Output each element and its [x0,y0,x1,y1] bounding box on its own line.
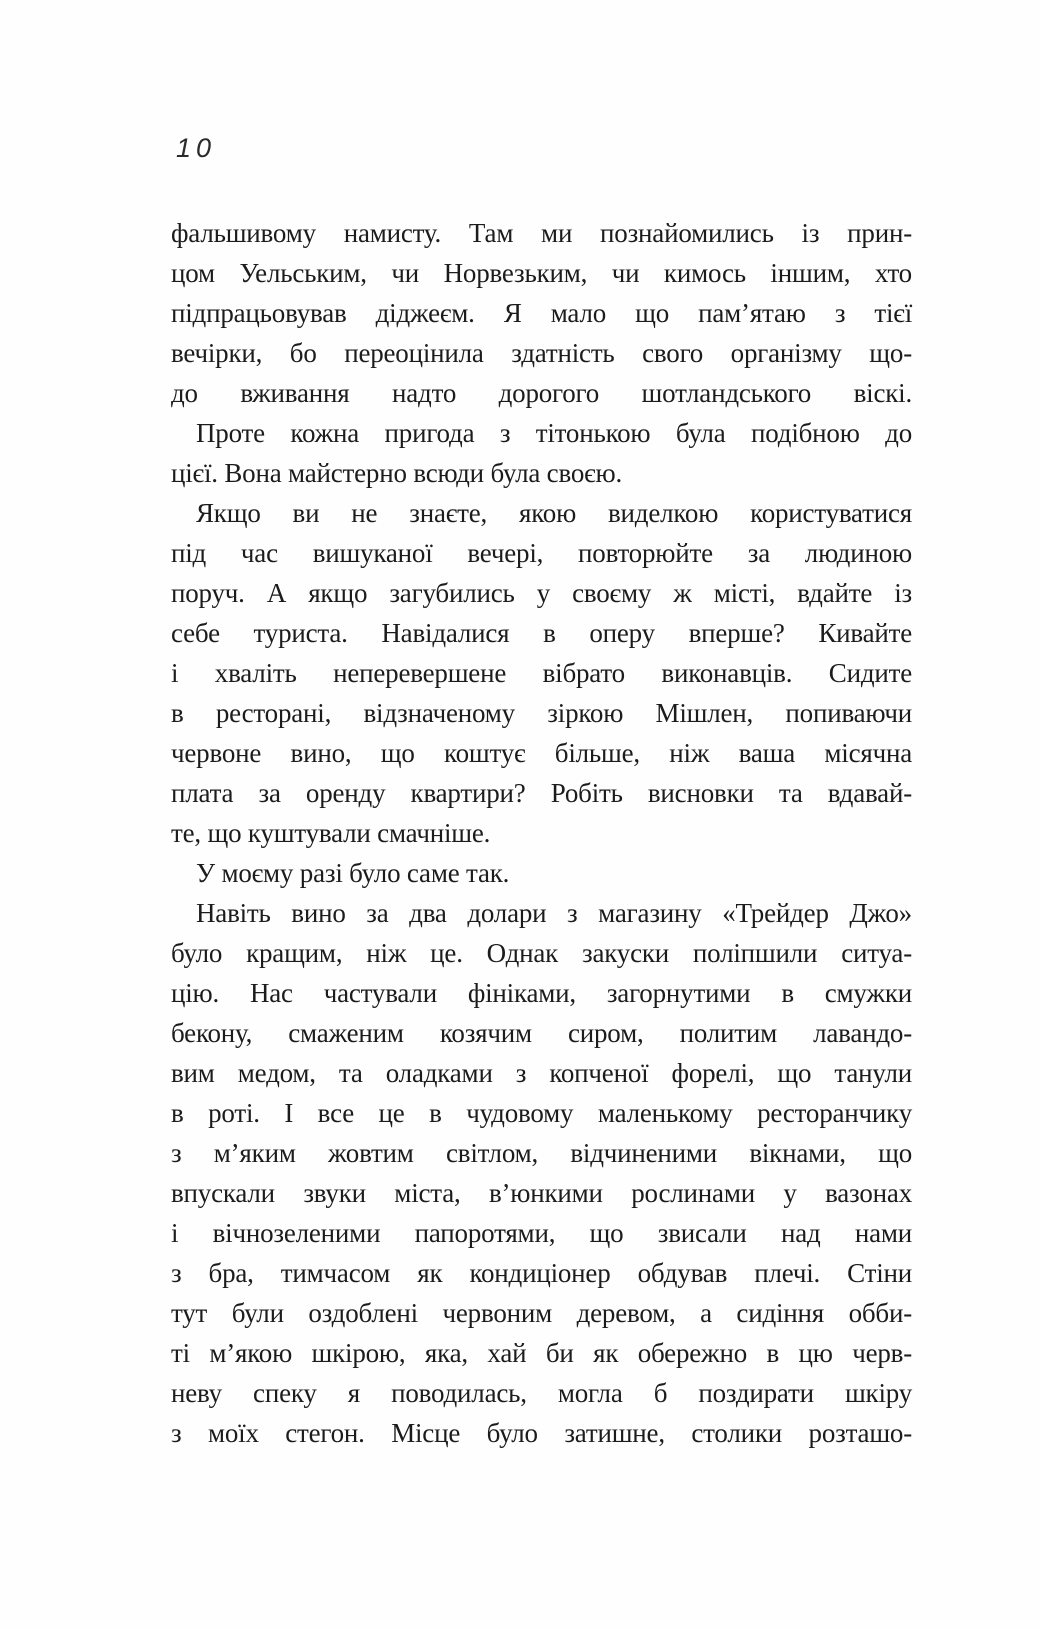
text-line: тут були оздоблені червоним деревом, а сидіння обби- [171,1298,912,1328]
page-number: 10 [176,133,217,163]
text-line: неву спеку я поводилась, могла б поздирати шкіру [171,1378,912,1408]
text-line: поруч. А якщо загубились у своєму ж місті, вдайте із [171,578,912,608]
body-text [171,213,912,1453]
text-line: впускали звуки міста, в’юнкими рослинами у вазонах [171,1178,912,1208]
text-line: вечірки, бо переоцінила здатність свого організму що- [171,338,912,368]
text-line: Навіть вино за два долари з магазину «Трейдер Джо» [196,898,912,928]
text-line: те, що куштували смачніше. [171,818,491,848]
text-line: з моїх стегон. Місце було затишне, столики розташо- [171,1418,912,1448]
text-line: плата за оренду квартири? Робіть висновки та вдавай- [171,778,912,808]
text-line: було кращим, ніж це. Однак закуски поліпшили ситуа- [171,938,912,968]
text-line: з бра, тимчасом як кондиціонер обдував плечі. Стіни [171,1258,912,1288]
text-line: з м’яким жовтим світлом, відчиненими вікнами, що [171,1138,912,1168]
text-line: вим медом, та оладками з копченої форелі, що танули [171,1058,912,1088]
text-line: бекону, смаженим козячим сиром, политим лавандо- [171,1018,912,1048]
text-line: і хваліть неперевершене вібрато виконавців. Сидите [171,658,912,688]
text-line: цом Уельським, чи Норвезьким, чи кимось іншим, хто [171,258,912,288]
text-line: і вічнозеленими папоротями, що звисали над нами [171,1218,912,1248]
text-line: в ресторані, відзначеному зіркою Мішлен, попиваючи [171,698,912,728]
text-line: ті м’якою шкірою, яка, хай би як обережно в цю черв- [171,1338,912,1368]
text-line: цієї. Вона майстерно всюди була своєю. [171,458,623,488]
text-line: себе туриста. Навідалися в оперу вперше? Кивайте [171,618,912,648]
text-line: підпрацьовував діджеєм. Я мало що пам’ятаю з тієї [171,298,912,328]
text-line: цію. Нас частували фініками, загорнутими в смужки [171,978,912,1008]
text-line: У моєму разі було саме так. [196,858,510,888]
text-line: Якщо ви не знаєте, якою виделкою користуватися [196,498,912,528]
text-line: фальшивому намисту. Там ми познайомились із прин- [171,218,912,248]
text-line: червоне вино, що коштує більше, ніж ваша місячна [171,738,912,768]
text-line: в роті. І все це в чудовому маленькому ресторанчику [171,1098,912,1128]
text-line: до вживання надто дорогого шотландського віскі. [171,378,912,408]
text-line: під час вишуканої вечері, повторюйте за людиною [171,538,912,568]
text-line: Проте кожна пригода з тітонькою була подібною до [196,418,912,448]
